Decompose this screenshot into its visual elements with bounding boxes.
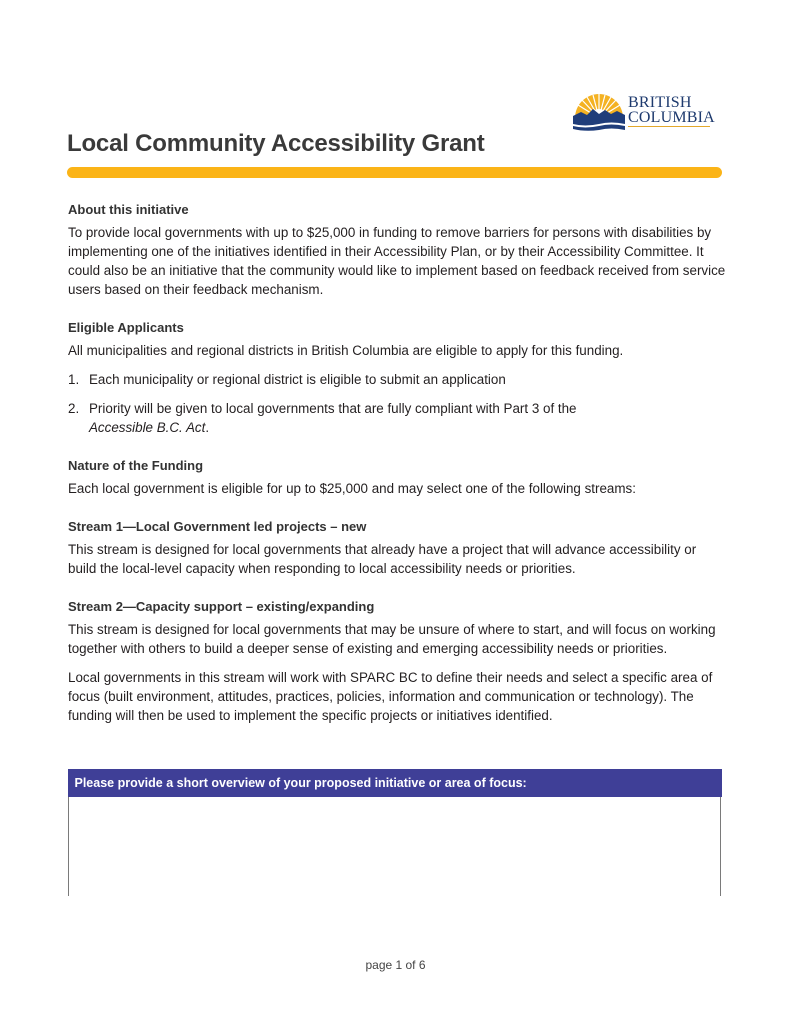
section-heading: About this initiative	[68, 202, 189, 217]
section-text: This stream is designed for local governments that already have a project that will advance accessibility or build the local-level capacity when responding to local accessibility needs or priorities.	[68, 542, 697, 576]
list-number: 2.	[68, 401, 80, 416]
list-item	[68, 399, 728, 437]
logo-line2: COLUMBIA	[628, 109, 715, 126]
list-text: Priority will be given to local governments that are fully compliant with Part 3 of the	[89, 401, 577, 416]
logo-line1: BRITISH	[628, 94, 692, 111]
overview-form-label: Please provide a short overview of your proposed initiative or area of focus:	[68, 769, 722, 797]
section-heading: Stream 2—Capacity support – existing/expanding	[68, 599, 375, 614]
list-item	[68, 370, 728, 389]
document-body	[68, 200, 728, 725]
list-text-tail: .	[205, 420, 210, 435]
logo-underline	[628, 126, 710, 127]
section-heading: Eligible Applicants	[68, 320, 184, 335]
title-accent-bar	[67, 167, 722, 178]
overview-form-box	[68, 769, 721, 896]
section-stream-1	[68, 517, 728, 578]
bc-logo	[571, 92, 721, 134]
page-title: Local Community Accessibility Grant	[67, 130, 485, 157]
list-text: Each municipality or regional district is eligible to submit an application	[89, 372, 506, 387]
bc-sun-mountains-icon	[571, 92, 627, 132]
section-eligible-applicants	[68, 318, 728, 437]
section-text: All municipalities and regional districts in British Columbia are eligible to apply for this funding.	[68, 343, 624, 358]
section-heading: Nature of the Funding	[68, 458, 204, 473]
act-name: Accessible B.C. Act	[89, 420, 206, 435]
page-number: page 1 of 6	[365, 958, 426, 972]
eligibility-list	[68, 370, 728, 437]
section-heading: Stream 1—Local Government led projects – new	[68, 519, 367, 534]
section-stream-2	[68, 597, 728, 725]
section-text: Each local government is eligible for up to $25,000 and may select one of the following streams:	[68, 481, 636, 496]
bc-logo-text	[628, 95, 715, 125]
section-text: To provide local governments with up to $25,000 in funding to remove barriers for persons with disabilities by implementing one of the initiatives identified in their Accessibility Plan, or by their Accessibility Committee. It could also be an initiative that the community would like to implement based on feedback received from service users based on their feedback mechanism.	[68, 225, 726, 297]
section-about	[68, 200, 728, 299]
list-number: 1.	[68, 372, 80, 387]
section-nature-of-funding	[68, 456, 728, 498]
overview-input[interactable]	[69, 797, 720, 896]
section-text: Local governments in this stream will work with SPARC BC to define their needs and select a specific area of focus (built environment, attitudes, practices, policies, information and communication or technology). The funding will then be used to implement the specific projects or initiatives identified.	[68, 670, 713, 723]
section-text: This stream is designed for local governments that may be unsure of where to start, and will focus on working together with others to build a deeper sense of existing and emerging accessibility needs or priorities.	[68, 622, 716, 656]
